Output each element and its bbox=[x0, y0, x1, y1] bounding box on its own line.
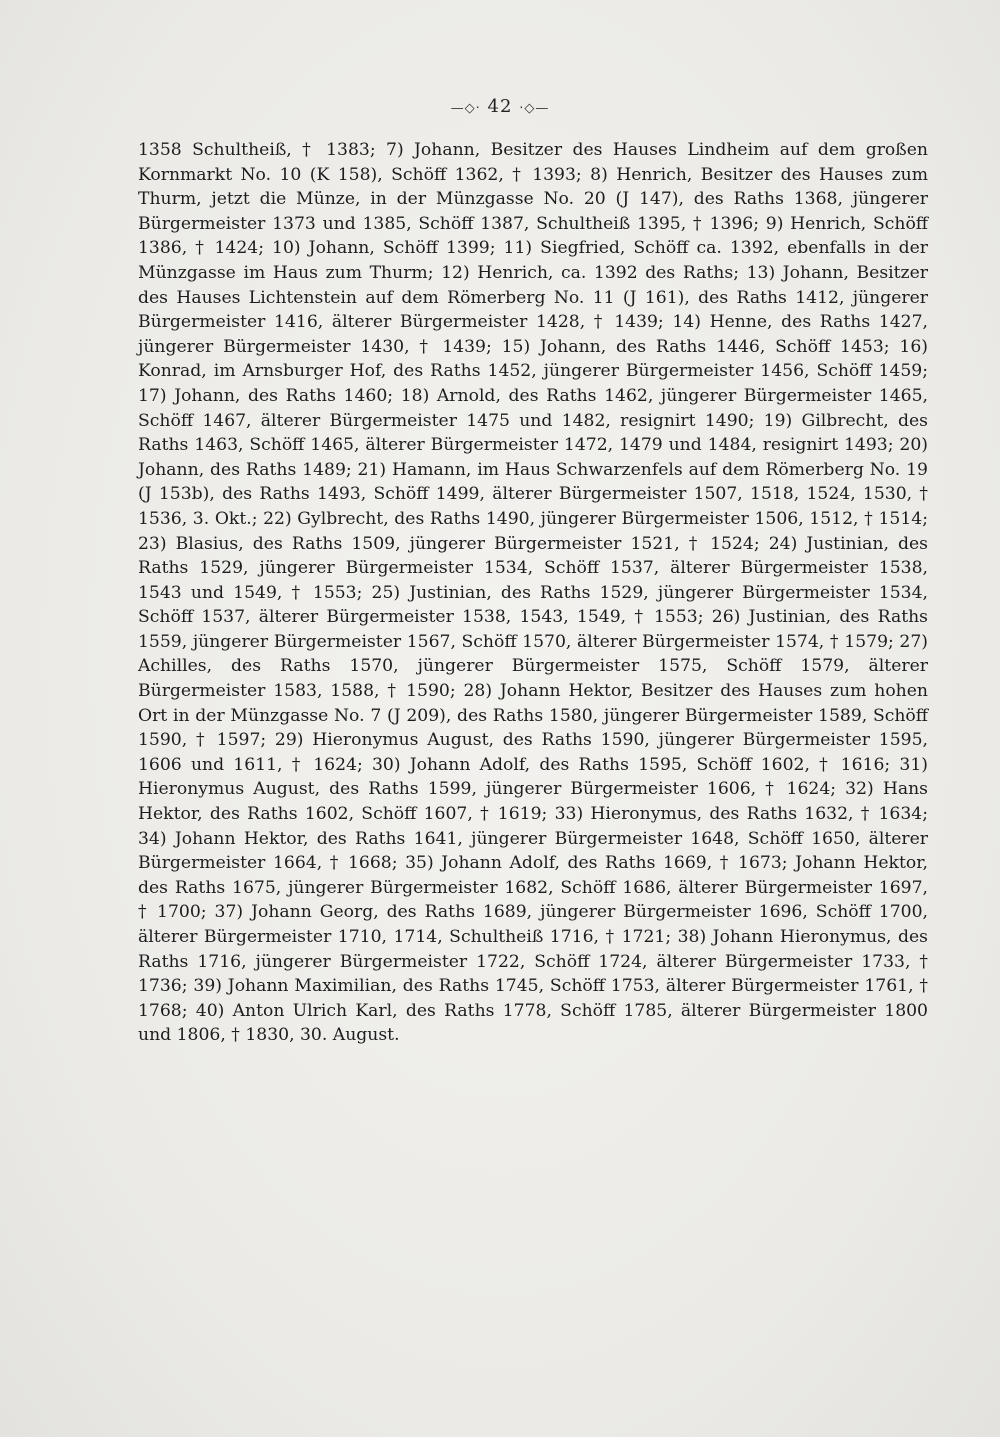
page-number: 42 bbox=[487, 96, 513, 117]
body-text bbox=[138, 138, 928, 1048]
paragraph: 1358 Schultheiß, † 1383; 7) Johann, Besitzer des Hauses Lindheim auf dem großen Kornmarkt No. 10 (K 158), Schöff 1362, † 1393; 8) Henrich, Besitzer des Hauses zum Thurm, jetzt die Münze, in der Münzgasse No. 20 (J 147), des Raths 1368, jüngerer Bürgermeister 1373 und 1385, Schöff 1387, Schultheiß 1395, † 1396; 9) Henrich, Schöff 1386, † 1424; 10) Johann, Schöff 1399; 11) Siegfried, Schöff ca. 1392, ebenfalls in der Münzgasse im Haus zum Thurm; 12) Henrich, ca. 1392 des Raths; 13) Johann, Besitzer des Hauses Lichtenstein auf dem Römerberg No. 11 (J 161), des Raths 1412, jüngerer Bürgermeister 1416, älterer Bürgermeister 1428, † 1439; 14) Henne, des Raths 1427, jüngerer Bürgermeister 1430, † 1439; 15) Johann, des Raths 1446, Schöff 1453; 16) Konrad, im Arnsburger Hof, des Raths 1452, jüngerer Bürgermeister 1456, Schöff 1459; 17) Johann, des Raths 1460; 18) Arnold, des Raths 1462, jüngerer Bürgermeister 1465, Schöff 1467, älterer Bürgermeister 1475 und 1482, resignirt 1490; 19) Gilbrecht, des Raths 1463, Schöff 1465, älterer Bürgermeister 1472, 1479 und 1484, resignirt 1493; 20) Johann, des Raths 1489; 21) Hamann, im Haus Schwarzenfels auf dem Römerberg No. 19 (J 153b), des Raths 1493, Schöff 1499, älterer Bürgermeister 1507, 1518, 1524, 1530, † 1536, 3. Okt.; 22) Gylbrecht, des Raths 1490, jüngerer Bürgermeister 1506, 1512, † 1514; 23) Blasius, des Raths 1509, jüngerer Bürgermeister 1521, † 1524; 24) Justinian, des Raths 1529, jüngerer Bürgermeister 1534, Schöff 1537, älterer Bürgermeister 1538, 1543 und 1549, † 1553; 25) Justinian, des Raths 1529, jüngerer Bürgermeister 1534, Schöff 1537, älterer Bürgermeister 1538, 1543, 1549, † 1553; 26) Justinian, des Raths 1559, jüngerer Bürgermeister 1567, Schöff 1570, älterer Bürgermeister 1574, † 1579; 27) Achilles, des Raths 1570, jüngerer Bürgermeister 1575, Schöff 1579, älterer Bürgermeister 1583, 1588, † 1590; 28) Johann Hektor, Besitzer des Hauses zum hohen Ort in der Münzgasse No. 7 (J 209), des Raths 1580, jüngerer Bürgermeister 1589, Schöff 1590, † 1597; 29) Hieronymus August, des Raths 1590, jüngerer Bürgermeister 1595, 1606 und 1611, † 1624; 30) Johann Adolf, des Raths 1595, Schöff 1602, † 1616; 31) Hieronymus August, des Raths 1599, jüngerer Bürgermeister 1606, † 1624; 32) Hans Hektor, des Raths 1602, Schöff 1607, † 1619; 33) Hieronymus, des Raths 1632, † 1634; 34) Johann Hektor, des Raths 1641, jüngerer Bürgermeister 1648, Schöff 1650, älterer Bürgermeister 1664, † 1668; 35) Johann Adolf, des Raths 1669, † 1673; Johann Hektor, des Raths 1675, jüngerer Bürgermeister 1682, Schöff 1686, älterer Bürgermeister 1697, † 1700; 37) Johann Georg, des Raths 1689, jüngerer Bürgermeister 1696, Schöff 1700, älterer Bürgermeister 1710, 1714, Schultheiß 1716, † 1721; 38) Johann Hieronymus, des Raths 1716, jüngerer Bürgermeister 1722, Schöff 1724, älterer Bürgermeister 1733, † 1736; 39) Johann Maximilian, des Raths 1745, Schöff 1753, älterer Bürgermeister 1761, † 1768; 40) Anton Ulrich Karl, des Raths 1778, Schöff 1785, älterer Bürgermeister 1800 und 1806, † 1830, 30. August. bbox=[138, 140, 928, 1046]
header-ornament-right: ‧◇— bbox=[519, 101, 550, 116]
header-ornament-left: —◇‧ bbox=[450, 101, 481, 116]
page-header bbox=[0, 96, 1000, 117]
